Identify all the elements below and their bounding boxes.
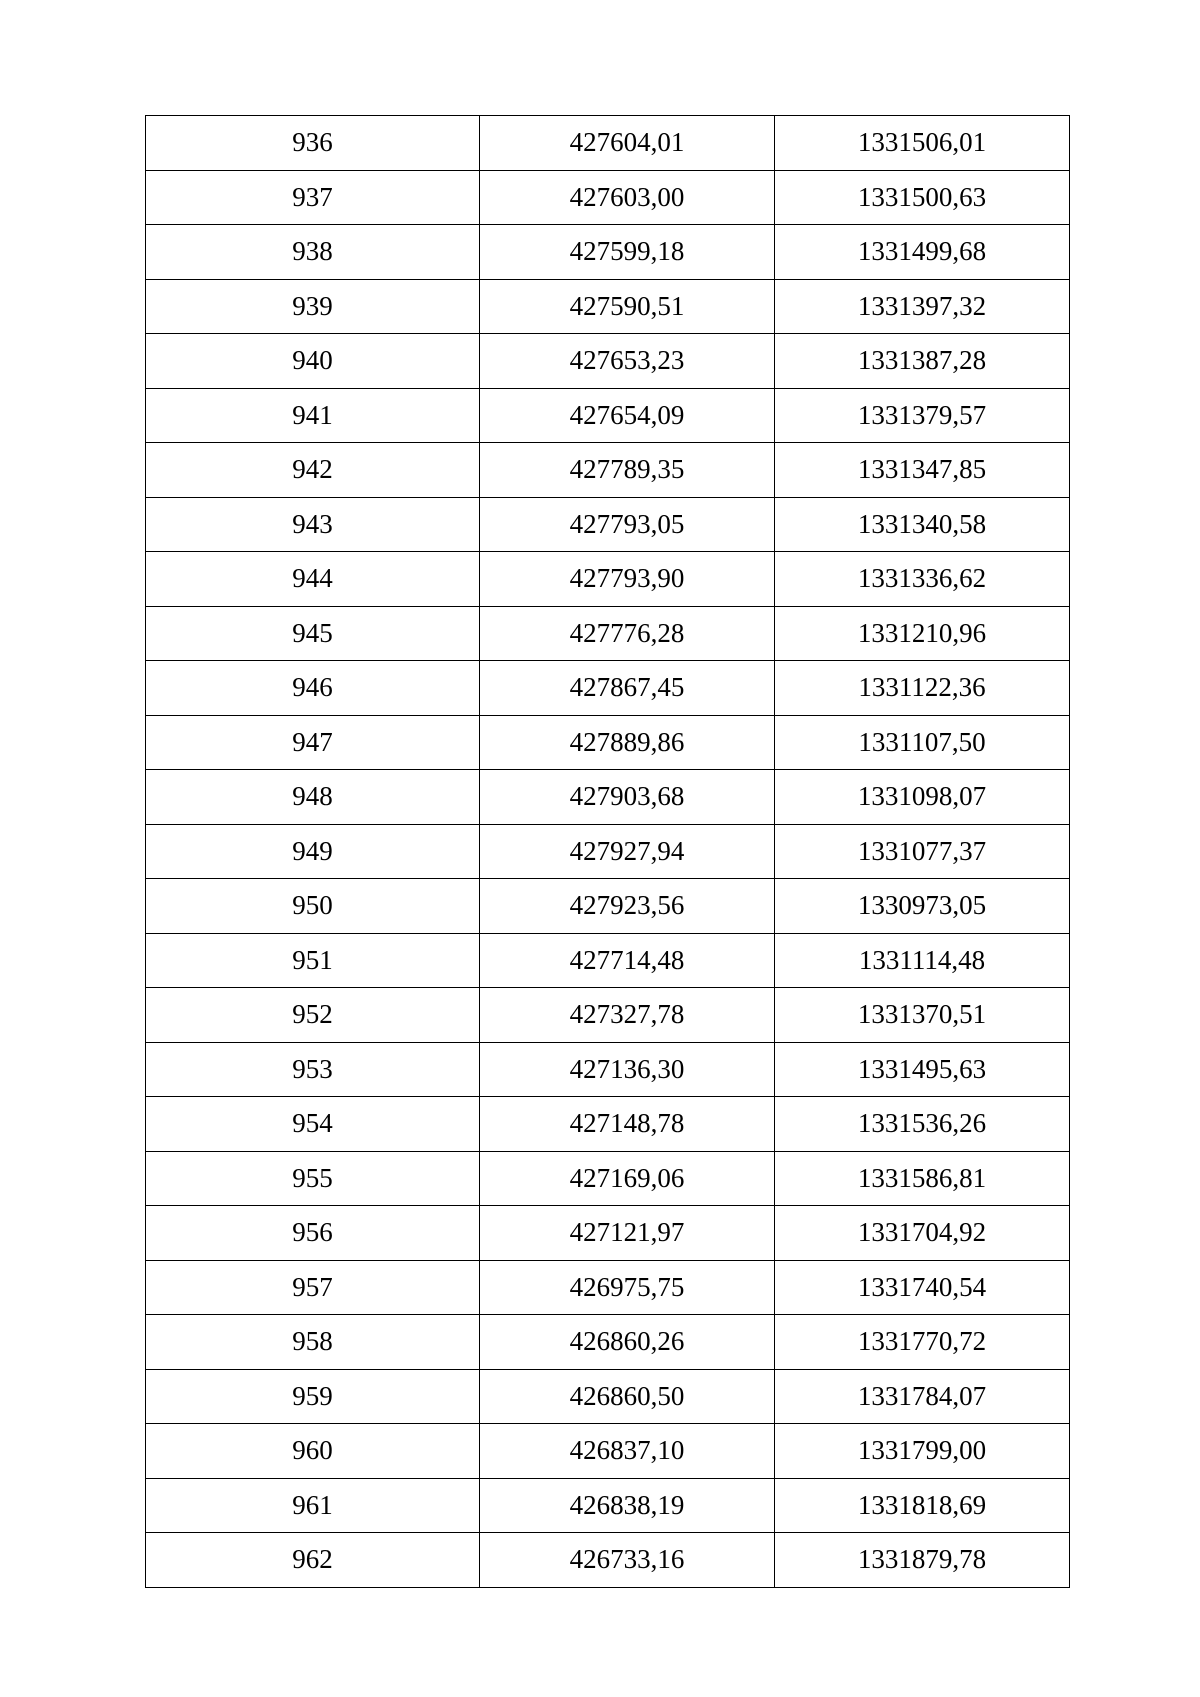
- y-coordinate-cell: 1331784,07: [775, 1369, 1070, 1424]
- y-coordinate-cell: 1331586,81: [775, 1151, 1070, 1206]
- point-number-cell: 955: [146, 1151, 480, 1206]
- y-coordinate-cell: 1331499,68: [775, 225, 1070, 280]
- point-number-cell: 949: [146, 824, 480, 879]
- table-row: [146, 879, 1070, 934]
- point-number-cell: 936: [146, 116, 480, 171]
- y-coordinate-cell: 1331818,69: [775, 1478, 1070, 1533]
- x-coordinate-cell: 426860,50: [480, 1369, 775, 1424]
- y-coordinate-cell: 1331107,50: [775, 715, 1070, 770]
- x-coordinate-cell: 427121,97: [480, 1206, 775, 1261]
- table-row: [146, 116, 1070, 171]
- point-number-cell: 956: [146, 1206, 480, 1261]
- point-number-cell: 960: [146, 1424, 480, 1479]
- x-coordinate-cell: 427867,45: [480, 661, 775, 716]
- x-coordinate-cell: 427590,51: [480, 279, 775, 334]
- y-coordinate-cell: 1331799,00: [775, 1424, 1070, 1479]
- table-row: [146, 606, 1070, 661]
- table-row: [146, 334, 1070, 389]
- table-row: [146, 1533, 1070, 1588]
- point-number-cell: 939: [146, 279, 480, 334]
- point-number-cell: 947: [146, 715, 480, 770]
- point-number-cell: 938: [146, 225, 480, 280]
- x-coordinate-cell: 427653,23: [480, 334, 775, 389]
- table-row: [146, 1424, 1070, 1479]
- y-coordinate-cell: 1331210,96: [775, 606, 1070, 661]
- y-coordinate-cell: 1331536,26: [775, 1097, 1070, 1152]
- table-row: [146, 1206, 1070, 1261]
- x-coordinate-cell: 426838,19: [480, 1478, 775, 1533]
- table-row: [146, 988, 1070, 1043]
- table-row: [146, 443, 1070, 498]
- point-number-cell: 954: [146, 1097, 480, 1152]
- point-number-cell: 948: [146, 770, 480, 825]
- x-coordinate-cell: 427776,28: [480, 606, 775, 661]
- table-row: [146, 1151, 1070, 1206]
- table-row: [146, 661, 1070, 716]
- table-row: [146, 1369, 1070, 1424]
- coordinates-table-body: [146, 116, 1070, 1588]
- x-coordinate-cell: 427327,78: [480, 988, 775, 1043]
- point-number-cell: 945: [146, 606, 480, 661]
- table-row: [146, 1260, 1070, 1315]
- x-coordinate-cell: 427603,00: [480, 170, 775, 225]
- point-number-cell: 959: [146, 1369, 480, 1424]
- point-number-cell: 958: [146, 1315, 480, 1370]
- y-coordinate-cell: 1331879,78: [775, 1533, 1070, 1588]
- y-coordinate-cell: 1330973,05: [775, 879, 1070, 934]
- x-coordinate-cell: 427789,35: [480, 443, 775, 498]
- y-coordinate-cell: 1331122,36: [775, 661, 1070, 716]
- point-number-cell: 946: [146, 661, 480, 716]
- y-coordinate-cell: 1331336,62: [775, 552, 1070, 607]
- point-number-cell: 940: [146, 334, 480, 389]
- point-number-cell: 941: [146, 388, 480, 443]
- point-number-cell: 937: [146, 170, 480, 225]
- y-coordinate-cell: 1331740,54: [775, 1260, 1070, 1315]
- x-coordinate-cell: 427889,86: [480, 715, 775, 770]
- table-row: [146, 1097, 1070, 1152]
- table-row: [146, 824, 1070, 879]
- point-number-cell: 951: [146, 933, 480, 988]
- table-row: [146, 388, 1070, 443]
- x-coordinate-cell: 427136,30: [480, 1042, 775, 1097]
- y-coordinate-cell: 1331506,01: [775, 116, 1070, 171]
- x-coordinate-cell: 427793,90: [480, 552, 775, 607]
- x-coordinate-cell: 426733,16: [480, 1533, 775, 1588]
- table-row: [146, 225, 1070, 280]
- table-row: [146, 170, 1070, 225]
- table-row: [146, 1315, 1070, 1370]
- table-row: [146, 933, 1070, 988]
- x-coordinate-cell: 427793,05: [480, 497, 775, 552]
- y-coordinate-cell: 1331770,72: [775, 1315, 1070, 1370]
- table-row: [146, 1478, 1070, 1533]
- point-number-cell: 942: [146, 443, 480, 498]
- coordinates-table: [145, 115, 1070, 1588]
- table-row: [146, 1042, 1070, 1097]
- table-row: [146, 715, 1070, 770]
- x-coordinate-cell: 427903,68: [480, 770, 775, 825]
- point-number-cell: 957: [146, 1260, 480, 1315]
- point-number-cell: 950: [146, 879, 480, 934]
- x-coordinate-cell: 427654,09: [480, 388, 775, 443]
- x-coordinate-cell: 427714,48: [480, 933, 775, 988]
- point-number-cell: 944: [146, 552, 480, 607]
- x-coordinate-cell: 426860,26: [480, 1315, 775, 1370]
- y-coordinate-cell: 1331495,63: [775, 1042, 1070, 1097]
- x-coordinate-cell: 427604,01: [480, 116, 775, 171]
- table-row: [146, 552, 1070, 607]
- y-coordinate-cell: 1331114,48: [775, 933, 1070, 988]
- x-coordinate-cell: 427923,56: [480, 879, 775, 934]
- x-coordinate-cell: 427148,78: [480, 1097, 775, 1152]
- x-coordinate-cell: 426975,75: [480, 1260, 775, 1315]
- y-coordinate-cell: 1331098,07: [775, 770, 1070, 825]
- point-number-cell: 962: [146, 1533, 480, 1588]
- x-coordinate-cell: 427599,18: [480, 225, 775, 280]
- point-number-cell: 943: [146, 497, 480, 552]
- point-number-cell: 952: [146, 988, 480, 1043]
- y-coordinate-cell: 1331387,28: [775, 334, 1070, 389]
- x-coordinate-cell: 427169,06: [480, 1151, 775, 1206]
- y-coordinate-cell: 1331077,37: [775, 824, 1070, 879]
- point-number-cell: 953: [146, 1042, 480, 1097]
- table-row: [146, 279, 1070, 334]
- table-row: [146, 497, 1070, 552]
- y-coordinate-cell: 1331370,51: [775, 988, 1070, 1043]
- y-coordinate-cell: 1331704,92: [775, 1206, 1070, 1261]
- x-coordinate-cell: 427927,94: [480, 824, 775, 879]
- point-number-cell: 961: [146, 1478, 480, 1533]
- table-row: [146, 770, 1070, 825]
- y-coordinate-cell: 1331347,85: [775, 443, 1070, 498]
- y-coordinate-cell: 1331397,32: [775, 279, 1070, 334]
- x-coordinate-cell: 426837,10: [480, 1424, 775, 1479]
- y-coordinate-cell: 1331379,57: [775, 388, 1070, 443]
- y-coordinate-cell: 1331340,58: [775, 497, 1070, 552]
- y-coordinate-cell: 1331500,63: [775, 170, 1070, 225]
